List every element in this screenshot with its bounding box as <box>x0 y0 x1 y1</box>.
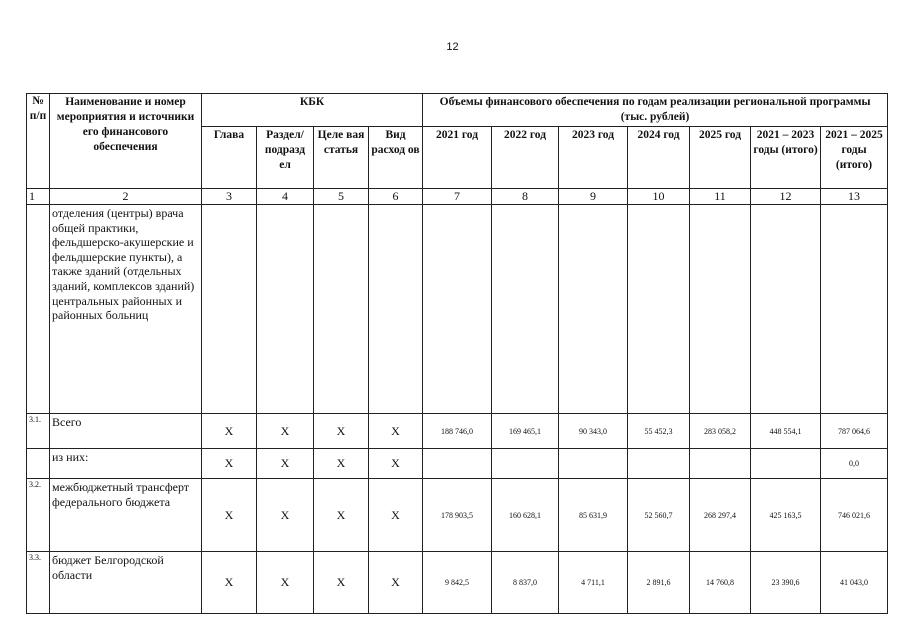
row-index: 3.3. <box>27 552 50 614</box>
header-razdel: Раздел/ подразд ел <box>257 127 314 189</box>
header-num: № п/п <box>27 94 50 189</box>
cell-2023: 90 343,0 <box>559 414 628 449</box>
cell-2025: 283 058,2 <box>690 414 751 449</box>
cell-total-2023 <box>751 449 821 479</box>
cell-2022: 169 465,1 <box>492 414 559 449</box>
header-total-2023: 2021 – 2023 годы (итого) <box>751 127 821 189</box>
column-number: 13 <box>821 189 888 205</box>
header-2023: 2023 год <box>559 127 628 189</box>
cell-glava: Х <box>202 414 257 449</box>
row-index: 3.2. <box>27 479 50 552</box>
header-volumes: Объемы финансового обеспечения по годам реализации региональной программы (тыс. рублей) <box>423 94 888 127</box>
row-name: из них: <box>50 449 202 479</box>
cell-2022 <box>492 449 559 479</box>
cell-total-2025: 41 043,0 <box>821 552 888 614</box>
cell-vid: Х <box>369 552 423 614</box>
cell-2022: 160 628,1 <box>492 479 559 552</box>
cell-2023: 4 711,1 <box>559 552 628 614</box>
cell-total-2023: 23 390,6 <box>751 552 821 614</box>
column-number: 9 <box>559 189 628 205</box>
financing-table <box>26 93 888 614</box>
continuation-text: отделения (центры) врача общей практики, фельдшерско-акушерские и фельдшерские пункты), а также зданий (отдельных зданий, комплексов зданий) центральных районных и районных больниц <box>50 205 202 414</box>
table-row <box>27 479 888 552</box>
column-number: 3 <box>202 189 257 205</box>
cell-2024: 2 891,6 <box>628 552 690 614</box>
row-name: Всего <box>50 414 202 449</box>
header-2022: 2022 год <box>492 127 559 189</box>
cell-2024: 52 560,7 <box>628 479 690 552</box>
column-number: 1 <box>27 189 50 205</box>
header-celevaya: Целе вая статья <box>314 127 369 189</box>
cell-total-2025: 0,0 <box>821 449 888 479</box>
cell-2022: 8 837,0 <box>492 552 559 614</box>
cell-razdel: Х <box>257 449 314 479</box>
page-number: 12 <box>446 41 459 53</box>
column-number: 8 <box>492 189 559 205</box>
cell-2024: 55 452,3 <box>628 414 690 449</box>
cell-razdel: Х <box>257 479 314 552</box>
column-number: 5 <box>314 189 369 205</box>
column-number: 6 <box>369 189 423 205</box>
header-2025: 2025 год <box>690 127 751 189</box>
cell-total-2023: 448 554,1 <box>751 414 821 449</box>
cell-2025: 14 760,8 <box>690 552 751 614</box>
continuation-index <box>27 205 50 414</box>
header-2021: 2021 год <box>423 127 492 189</box>
table-row <box>27 552 888 614</box>
column-number: 10 <box>628 189 690 205</box>
cell-vid: Х <box>369 479 423 552</box>
column-number: 2 <box>50 189 202 205</box>
cell-glava: Х <box>202 479 257 552</box>
row-index <box>27 449 50 479</box>
cell-2024 <box>628 449 690 479</box>
cell-2023: 85 631,9 <box>559 479 628 552</box>
cell-total-2025: 746 021,6 <box>821 479 888 552</box>
header-total-2025: 2021 – 2025 годы (итого) <box>821 127 888 189</box>
cell-2025 <box>690 449 751 479</box>
table-row <box>27 414 888 449</box>
header-kbk: КБК <box>202 94 423 127</box>
cell-2021: 188 746,0 <box>423 414 492 449</box>
cell-2021 <box>423 449 492 479</box>
cell-2025: 268 297,4 <box>690 479 751 552</box>
cell-2021: 178 903,5 <box>423 479 492 552</box>
header-vid: Вид расход ов <box>369 127 423 189</box>
cell-razdel: Х <box>257 552 314 614</box>
cell-2023 <box>559 449 628 479</box>
cell-glava: Х <box>202 449 257 479</box>
row-index: 3.1. <box>27 414 50 449</box>
cell-2021: 9 842,5 <box>423 552 492 614</box>
table-row <box>27 449 888 479</box>
cell-celevaya: Х <box>314 414 369 449</box>
cell-total-2025: 787 064,6 <box>821 414 888 449</box>
cell-glava: Х <box>202 552 257 614</box>
cell-celevaya: Х <box>314 449 369 479</box>
cell-razdel: Х <box>257 414 314 449</box>
row-name: межбюджетный трансферт федерального бюджета <box>50 479 202 552</box>
cell-vid: Х <box>369 414 423 449</box>
column-number: 7 <box>423 189 492 205</box>
column-number: 12 <box>751 189 821 205</box>
cell-vid: Х <box>369 449 423 479</box>
header-2024: 2024 год <box>628 127 690 189</box>
header-name: Наименование и номер мероприятия и источники его финансового обеспечения <box>50 94 202 189</box>
header-glava: Глава <box>202 127 257 189</box>
cell-celevaya: Х <box>314 479 369 552</box>
column-numbers-row <box>27 189 888 205</box>
cell-celevaya: Х <box>314 552 369 614</box>
cell-total-2023: 425 163,5 <box>751 479 821 552</box>
column-number: 4 <box>257 189 314 205</box>
row-name: бюджет Белгородской области <box>50 552 202 614</box>
column-number: 11 <box>690 189 751 205</box>
continuation-row <box>27 205 888 414</box>
